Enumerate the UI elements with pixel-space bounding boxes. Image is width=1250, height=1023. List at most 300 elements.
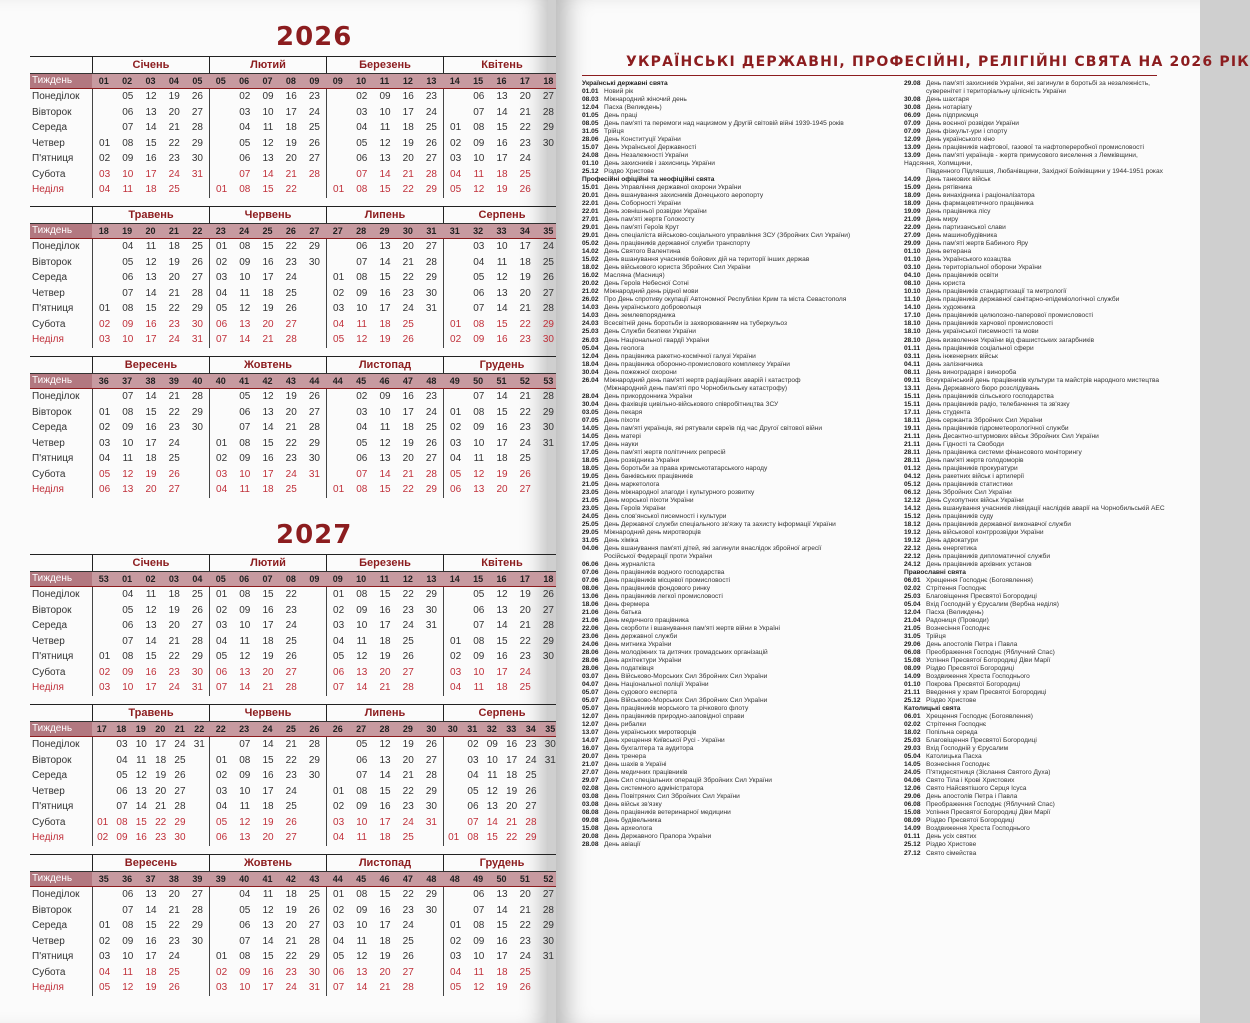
holiday-date: 06.08: [904, 649, 921, 657]
day-cell: 19: [402, 137, 414, 149]
day-cell: 19: [519, 272, 531, 283]
day-cell: 25: [425, 122, 437, 133]
holiday-text: День Державної служби спеціального зв'язку та захисту інформації України: [604, 520, 836, 528]
holiday-text: День рятівника: [926, 184, 973, 192]
day-cell: 06: [239, 153, 251, 164]
day-cell: 25: [285, 287, 297, 299]
day-cell: 29: [542, 318, 554, 330]
day-cell: 05: [473, 589, 485, 600]
day-cell: 12: [262, 391, 274, 402]
week-numbers-row: [30, 74, 560, 89]
weekday-label: Середа: [32, 920, 68, 931]
holiday-text: Різдво Христове: [926, 841, 977, 849]
week-number: 27: [309, 226, 320, 236]
month-names-row: [30, 705, 560, 722]
holiday-text: День працівників державної виконавчої служби: [926, 520, 1071, 528]
day-cell: 24: [525, 754, 537, 766]
quarter-block: [30, 206, 560, 348]
day-cell: [303, 286, 326, 302]
day-cell: [327, 768, 350, 784]
day-cell: 21: [402, 256, 414, 268]
day-cell: 18: [519, 256, 531, 268]
week-number: 39: [215, 874, 226, 884]
day-cell: 04: [473, 256, 485, 268]
holiday-date: 01.10: [904, 248, 921, 256]
week-number: 13: [426, 76, 437, 86]
day-cell: [93, 903, 116, 919]
day-cell: 01: [333, 589, 345, 600]
day-cell: 17: [262, 982, 274, 993]
day-cell: 02: [216, 770, 228, 781]
holiday-entry: [904, 850, 1166, 858]
day-cell: 19: [168, 91, 180, 102]
weekday-row: [30, 167, 560, 183]
day-cell: 21: [519, 303, 531, 314]
holiday-text: День слов'янської писемності і культури: [604, 512, 727, 520]
holiday-date: 17.10: [904, 312, 921, 320]
holiday-entry: [582, 609, 902, 617]
holiday-text: День енергетика: [926, 544, 977, 552]
day-cell: 24: [402, 620, 414, 631]
day-cell: 24: [285, 785, 297, 797]
day-cell: 25: [285, 484, 297, 495]
day-cell: 22: [402, 889, 414, 900]
holiday-date: 15.08: [904, 657, 921, 665]
holiday-entry: [904, 745, 1166, 753]
holiday-text: День ветерана: [926, 248, 972, 256]
day-cell: [327, 89, 350, 105]
day-cell: 20: [506, 801, 518, 812]
day-cell: 13: [379, 754, 391, 766]
holiday-text: День студента: [926, 408, 971, 416]
holiday-date: 28.06: [582, 657, 599, 665]
day-cell: 28: [425, 770, 437, 781]
day-cell: [210, 737, 233, 753]
weekday-row: [30, 665, 560, 681]
day-cell: 30: [191, 422, 203, 433]
day-cell: 26: [168, 982, 180, 993]
day-cell: 08: [473, 122, 485, 133]
day-cell: 19: [262, 303, 274, 314]
day-cell: 10: [122, 334, 134, 345]
holiday-entry: [582, 441, 902, 449]
day-cell: 28: [174, 801, 186, 812]
week-numbers-row: [30, 722, 560, 737]
holiday-date: 08.10: [904, 280, 921, 288]
day-cell: 01: [99, 137, 111, 149]
day-cell: 01: [333, 889, 345, 900]
day-cell: [186, 451, 209, 467]
day-cell: 24: [425, 106, 437, 118]
day-cell: 09: [356, 604, 368, 616]
day-cell: 31: [425, 816, 437, 828]
holiday-entry: [904, 176, 1166, 184]
day-cell: [327, 467, 350, 483]
holiday-text: День вшанування учасників бойових дій на території інших держав: [604, 256, 810, 264]
holiday-date: 05.12: [904, 480, 921, 488]
holiday-entry: [904, 529, 1166, 537]
day-cell: [444, 784, 463, 800]
holiday-entry: [582, 345, 902, 353]
weekday-row: [30, 405, 560, 421]
day-cell: 03: [99, 334, 111, 345]
week-number: 20: [155, 724, 166, 734]
weekday-label: Вівторок: [32, 406, 72, 418]
holiday-date: 12.04: [904, 609, 921, 617]
day-cell: 22: [519, 318, 531, 330]
day-cell: 08: [239, 754, 251, 766]
holiday-date: 20.08: [582, 833, 599, 841]
day-cell: 18: [402, 122, 414, 133]
day-cell: 18: [262, 484, 274, 495]
day-cell: 22: [285, 589, 297, 600]
day-cell: 02: [450, 334, 462, 345]
holiday-entry: [904, 393, 1166, 401]
holiday-entry: [582, 585, 902, 593]
week-number: 06: [239, 574, 250, 584]
day-cell: 04: [450, 453, 462, 464]
week-number: 14: [449, 76, 460, 86]
holiday-text: День винахідника і раціоналізатора: [926, 192, 1035, 200]
holiday-entry: [582, 144, 902, 152]
holiday-entry: [904, 585, 1166, 593]
day-cell: 08: [116, 816, 128, 828]
week-number: 23: [215, 226, 226, 236]
day-cell: 01: [333, 184, 345, 195]
holiday-text: День авіації: [604, 841, 641, 849]
day-cell: 17: [262, 620, 274, 631]
week-number: 47: [402, 376, 413, 386]
week-number: 16: [496, 76, 507, 86]
day-cell: 13: [135, 785, 147, 797]
day-cell: 12: [379, 137, 391, 149]
holiday-date: 01.01: [582, 88, 599, 96]
holiday-text: День нотаріату: [926, 104, 972, 112]
week-numbers-row: [30, 224, 560, 239]
day-cell: [186, 182, 209, 198]
week-number: 36: [122, 874, 133, 884]
day-cell: [190, 815, 209, 831]
day-cell: 14: [239, 682, 251, 693]
week-number: 08: [285, 76, 296, 86]
weekday-row: [30, 830, 560, 846]
week-number: 32: [486, 724, 497, 734]
day-cell: 30: [191, 318, 203, 330]
holiday-date: 01.05: [582, 112, 599, 120]
holiday-date: 06.12: [904, 488, 921, 496]
day-cell: 19: [402, 739, 414, 750]
day-cell: 17: [379, 920, 391, 931]
day-cell: 26: [425, 739, 437, 750]
holiday-text: Різдво Пресвятої Богородиці: [926, 817, 1015, 825]
holiday-date: 29.06: [904, 793, 921, 801]
weekday-row: [30, 420, 560, 436]
holiday-date: 30.08: [904, 104, 921, 112]
holiday-text: Вознесіння Господнє: [926, 761, 990, 769]
holiday-text: День митника України: [604, 641, 672, 649]
week-number: 12: [402, 574, 413, 584]
day-cell: [303, 332, 326, 348]
week-number: 28: [356, 226, 367, 236]
week-number: 30: [426, 724, 437, 734]
day-cell: [303, 270, 326, 286]
day-cell: 21: [379, 682, 391, 693]
day-cell: 10: [496, 241, 508, 252]
holiday-text: День інженерних військ: [926, 352, 998, 360]
week-label: Тиждень: [30, 224, 92, 238]
holiday-date: 21.11: [904, 440, 921, 448]
day-cell: 25: [519, 168, 531, 180]
week-number: 42: [285, 874, 296, 884]
day-cell: 19: [379, 951, 391, 962]
month-names-row: [30, 555, 560, 572]
holiday-entry: [582, 393, 902, 401]
holiday-date: 28.06: [582, 665, 599, 673]
holiday-entry: [582, 817, 902, 825]
weekday-label: Вівторок: [32, 256, 72, 268]
day-cell: 06: [216, 318, 228, 330]
holiday-date: 29.01: [582, 232, 599, 240]
day-cell: 07: [333, 682, 345, 693]
day-cell: 09: [473, 935, 485, 947]
holiday-text: День морської піхоти України: [604, 496, 694, 504]
holiday-text: Вхід Господній у Єрусалим: [926, 745, 1009, 753]
holiday-entry: [582, 569, 902, 577]
weekday-row: [30, 649, 560, 665]
day-cell: 30: [425, 604, 437, 616]
day-cell: 04: [99, 184, 111, 195]
day-cell: [327, 151, 350, 167]
day-cell: 26: [174, 770, 186, 781]
holiday-entry: [904, 144, 1166, 152]
day-cell: 02: [216, 453, 228, 464]
holiday-entry: [582, 385, 902, 393]
day-cell: 19: [168, 256, 180, 268]
day-cell: 28: [308, 168, 320, 180]
day-cell: 17: [379, 303, 391, 314]
day-cell: 29: [425, 589, 437, 600]
holiday-entry: [904, 545, 1166, 553]
holiday-text: День Національної поліції України: [604, 681, 709, 689]
holiday-entry: [582, 825, 902, 833]
weekday-row: [30, 436, 560, 452]
day-cell: 27: [285, 666, 297, 678]
week-number: 01: [98, 76, 109, 86]
day-cell: 15: [135, 816, 147, 828]
day-cell: 27: [402, 666, 414, 678]
day-cell: 26: [425, 137, 437, 149]
day-cell: [444, 737, 463, 753]
holiday-entry: [582, 264, 902, 272]
week-number: 49: [449, 376, 460, 386]
week-number: 40: [192, 376, 203, 386]
day-cell: [303, 680, 326, 696]
holiday-text: День працівників водного господарства: [604, 568, 725, 576]
month-name: Грудень: [443, 357, 560, 373]
day-cell: 24: [519, 437, 531, 449]
holiday-date: 01.10: [904, 681, 921, 689]
day-cell: 03: [216, 468, 228, 480]
day-cell: 20: [155, 785, 167, 797]
week-number: 52: [543, 874, 554, 884]
day-cell: 08: [473, 635, 485, 647]
day-cell: 27: [402, 966, 414, 978]
holiday-date: 20.02: [582, 280, 599, 288]
day-cell: 15: [145, 651, 157, 662]
day-cell: 31: [191, 168, 203, 180]
week-number: 30: [402, 226, 413, 236]
day-cell: 04: [467, 770, 479, 781]
holiday-text: День пам'яті захисників України, які загинули в боротьбі за незалежність,: [926, 80, 1150, 87]
holiday-date: 04.10: [904, 272, 921, 280]
day-cell: [444, 255, 467, 271]
day-cell: [93, 603, 116, 619]
month-name: Січень: [92, 555, 209, 571]
day-cell: 15: [496, 406, 508, 418]
day-cell: [420, 918, 443, 934]
holiday-date: 09.11: [904, 376, 921, 384]
holiday-entry: [904, 104, 1166, 112]
day-cell: [420, 934, 443, 950]
holiday-entry: [904, 208, 1166, 216]
holiday-text: Свято сімейства: [926, 849, 977, 857]
day-cell: 11: [239, 287, 250, 299]
day-cell: 16: [379, 801, 391, 812]
day-cell: 13: [262, 406, 274, 418]
holiday-text: День працівників освіти: [926, 272, 999, 280]
day-cell: 03: [116, 739, 128, 750]
weekday-label: Понеділок: [32, 589, 80, 600]
holiday-date: 22.06: [582, 625, 599, 633]
holiday-entry: [904, 80, 1166, 88]
weekday-row: [30, 89, 560, 105]
weekday-label: П'ятниця: [32, 303, 74, 314]
day-cell: 03: [239, 106, 251, 118]
day-cell: 16: [496, 422, 508, 433]
day-cell: 04: [450, 168, 462, 180]
day-cell: 24: [168, 951, 180, 962]
holiday-text: Міжнародний день пам'яті жертв радіаційних аварій і катастроф: [604, 376, 801, 384]
day-cell: 31: [191, 682, 203, 693]
day-cell: 23: [168, 935, 180, 947]
day-cell: 18: [262, 287, 274, 299]
day-cell: 22: [519, 122, 531, 133]
holiday-date: 13.09: [904, 152, 921, 160]
holiday-entry: [582, 128, 902, 136]
holiday-text: День державної служби: [604, 633, 678, 641]
day-cell: 11: [239, 801, 250, 812]
weekday-label: Субота: [32, 468, 66, 480]
holiday-text: День Незалежності України: [604, 152, 689, 160]
day-cell: 01: [450, 920, 462, 931]
holiday-text: День працівників радіо, телебачення та зв'язку: [926, 400, 1070, 408]
holiday-entry: [582, 537, 902, 545]
holiday-text: День працівників гідрометеорологічної служби: [926, 424, 1069, 432]
day-cell: [327, 737, 350, 753]
day-cell: 11: [473, 168, 484, 180]
holiday-text: День Державного Прапора України: [604, 833, 712, 841]
day-cell: [210, 918, 233, 934]
week-number: 25: [262, 226, 273, 236]
day-cell: 06: [450, 484, 462, 495]
month-name: Липень: [326, 705, 443, 721]
holiday-entry: [904, 689, 1166, 697]
day-cell: 02: [450, 935, 462, 947]
day-cell: 17: [145, 334, 157, 345]
week-label: Тиждень: [30, 374, 92, 388]
day-cell: 13: [145, 620, 157, 631]
holiday-text: Пасха (Великдень): [926, 609, 984, 617]
day-cell: 19: [402, 437, 414, 449]
day-cell: 06: [473, 91, 485, 102]
holiday-date: 02.08: [582, 785, 599, 793]
day-cell: 21: [506, 816, 518, 828]
month-name: Жовтень: [209, 855, 326, 871]
day-cell: 23: [285, 604, 297, 616]
holiday-date: 14.07: [582, 737, 599, 745]
holiday-date: 30.04: [582, 400, 599, 408]
holiday-text: День Соборності України: [604, 200, 681, 208]
day-cell: 22: [519, 406, 531, 418]
day-cell: 13: [356, 666, 368, 678]
day-cell: 25: [402, 935, 414, 947]
holiday-entry: [582, 361, 902, 369]
week-number: 01: [122, 574, 133, 584]
day-cell: 14: [145, 122, 157, 133]
weekday-label: Четвер: [32, 785, 65, 797]
day-cell: 05: [333, 334, 345, 345]
holiday-date: 21.04: [904, 617, 921, 625]
day-cell: 03: [99, 951, 111, 962]
week-number: 14: [449, 574, 460, 584]
day-cell: 10: [122, 682, 134, 693]
day-cell: 26: [519, 982, 531, 993]
holiday-date: 01.11: [904, 344, 921, 352]
day-cell: 19: [285, 904, 297, 916]
day-cell: 26: [402, 334, 414, 345]
day-cell: 13: [145, 889, 157, 900]
week-number: 38: [145, 376, 156, 386]
day-cell: 02: [216, 966, 228, 978]
holiday-date: 04.11: [904, 360, 921, 368]
day-cell: 14: [379, 256, 391, 268]
week-number: 05: [215, 574, 226, 584]
day-cell: 28: [542, 620, 554, 631]
holiday-text: День Гідності та Свободи: [926, 440, 1004, 448]
holiday-entry: [582, 328, 902, 336]
holiday-text: П'ятидесятниця (Зіслання Святого Духа): [926, 769, 1051, 777]
day-cell: 22: [402, 184, 414, 195]
week-number: 49: [473, 874, 484, 884]
holiday-date: 03.05: [582, 408, 599, 416]
holiday-text: День скорботи і вшанування пам'яті жертв війни в Україні: [604, 625, 781, 633]
day-cell: 21: [519, 391, 531, 402]
day-cell: 21: [402, 168, 414, 180]
day-cell: 01: [216, 951, 228, 962]
holiday-entry: [582, 481, 902, 489]
holiday-entry: [904, 593, 1166, 601]
day-cell: 29: [191, 137, 203, 149]
day-cell: [444, 603, 467, 619]
week-number: 04: [192, 574, 203, 584]
day-cell: 06: [122, 272, 134, 283]
day-cell: 26: [519, 184, 531, 195]
week-label: Тиждень: [30, 74, 92, 88]
day-cell: 07: [239, 935, 251, 947]
holiday-date: 16.07: [582, 745, 599, 753]
holiday-date: 08.11: [904, 368, 921, 376]
day-cell: 05: [216, 816, 228, 828]
